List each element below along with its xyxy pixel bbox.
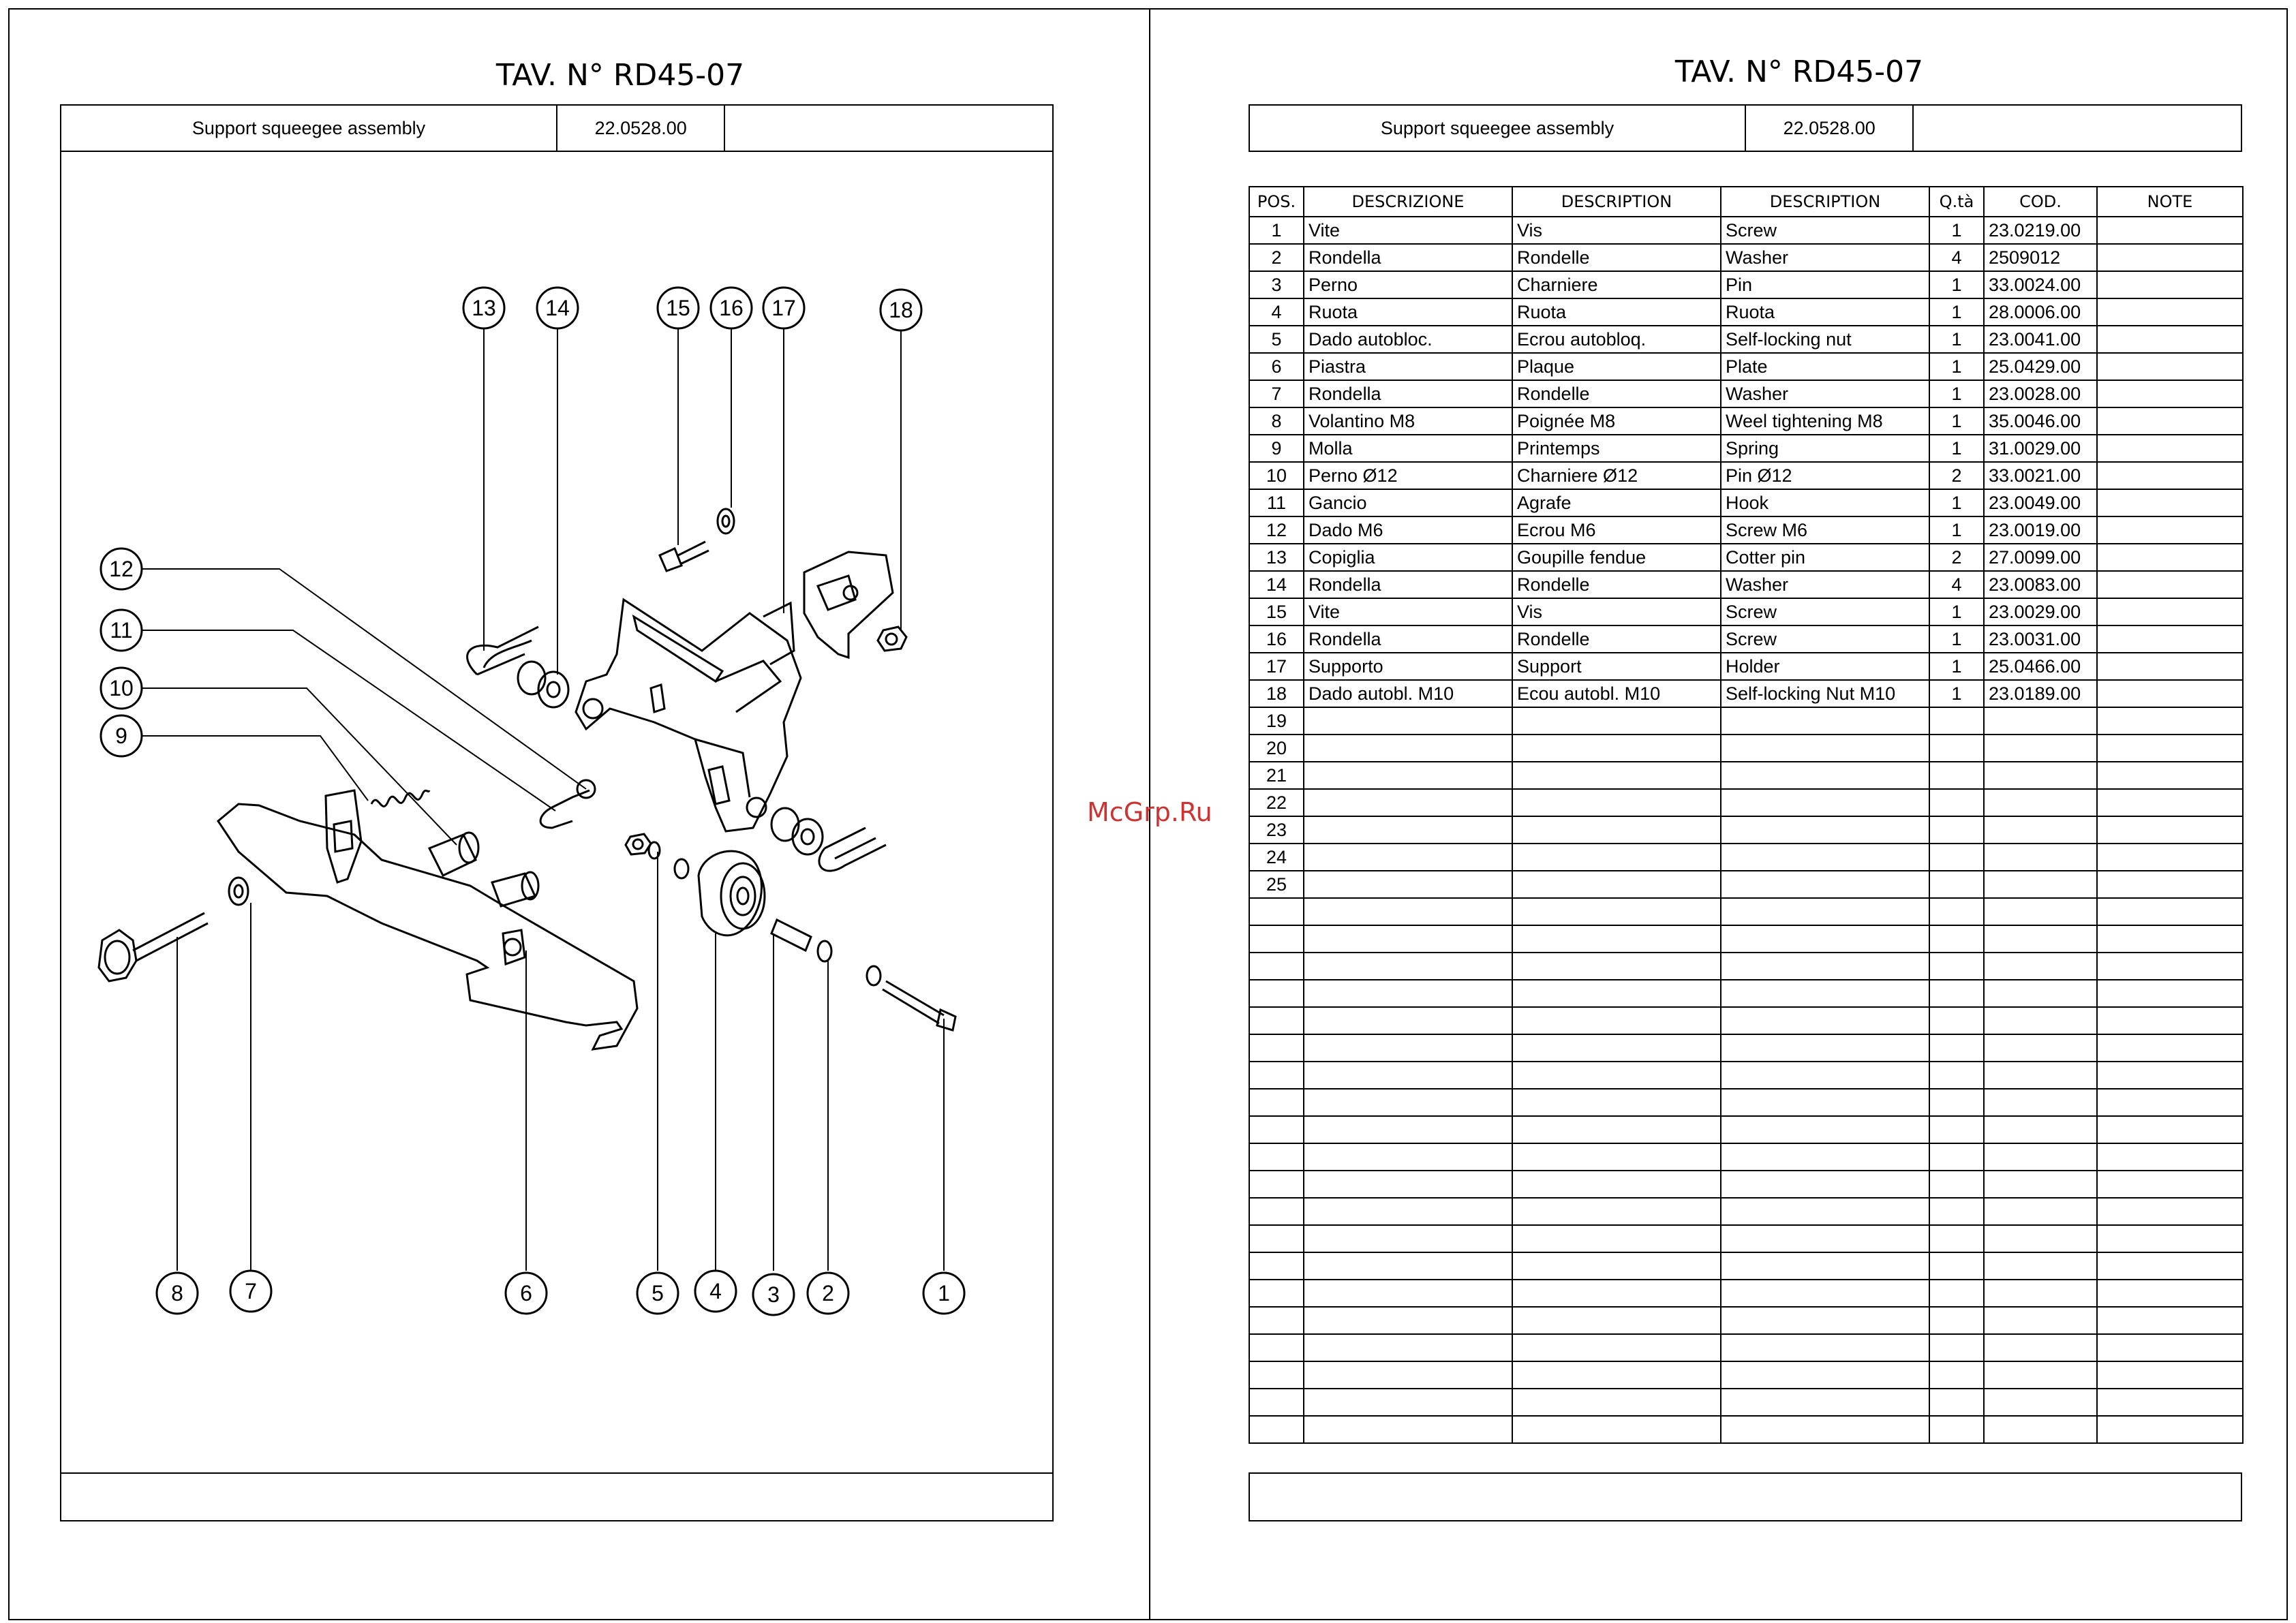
washer-14d	[793, 819, 823, 854]
cotter-pin-right	[819, 828, 886, 871]
table-cell: Screw	[1721, 598, 1929, 625]
table-cell: Washer	[1721, 380, 1929, 407]
table-cell: 16	[1249, 625, 1304, 653]
callout-16	[711, 288, 752, 328]
callout-6	[506, 1273, 547, 1314]
table-cell: 1	[1929, 217, 1984, 244]
table-cell: 22	[1249, 789, 1304, 816]
callout-9	[101, 715, 142, 756]
table-cell: 1	[1929, 298, 1984, 326]
table-cell: Plate	[1721, 353, 1929, 380]
assembly-name-right: Support squeegee assembly	[1250, 106, 1746, 151]
screw-part-1	[867, 966, 955, 1030]
table-cell: Perno	[1304, 271, 1512, 298]
table-cell: 4	[1249, 298, 1304, 326]
table-cell: Goupille fendue	[1512, 544, 1721, 571]
callout-18	[881, 290, 921, 330]
table-cell: Rondelle	[1512, 380, 1721, 407]
support-holder-part	[576, 600, 801, 831]
spring-part	[371, 790, 429, 807]
table-cell: Self-locking Nut M10	[1721, 680, 1929, 707]
table-cell: 23	[1249, 816, 1304, 844]
table-cell: 1	[1929, 326, 1984, 353]
watermark: McGrp.Ru	[1087, 797, 1212, 827]
table-cell: Dado autobloc.	[1304, 326, 1512, 353]
table-cell: 23.0028.00	[1984, 380, 2097, 407]
table-cell: 23.0041.00	[1984, 326, 2097, 353]
table-cell: Weel tightening M8	[1721, 407, 1929, 435]
pin-part-10b	[492, 872, 538, 906]
table-cell: 1	[1929, 516, 1984, 544]
table-cell: Rondella	[1304, 380, 1512, 407]
table-cell: Printemps	[1512, 435, 1721, 462]
table-cell: Screw M6	[1721, 516, 1929, 544]
table-cell: 10	[1249, 462, 1304, 489]
column-header: DESCRIZIONE	[1304, 187, 1512, 217]
table-cell: Ruota	[1721, 298, 1929, 326]
table-cell: 23.0019.00	[1984, 516, 2097, 544]
callout-11	[101, 610, 142, 651]
callout-label: 4	[709, 1279, 722, 1303]
table-cell: 18	[1249, 680, 1304, 707]
table-cell: 9	[1249, 435, 1304, 462]
knob-part-8	[99, 913, 208, 981]
callout-label: 11	[110, 618, 133, 643]
table-cell: 1	[1929, 271, 1984, 298]
table-cell: 1	[1929, 407, 1984, 435]
callout-14	[537, 288, 578, 328]
column-header: DESCRIPTION	[1512, 187, 1721, 217]
assembly-code: 22.0528.00	[557, 106, 725, 151]
column-header: Q.tà	[1929, 187, 1984, 217]
table-cell: 1	[1929, 625, 1984, 653]
wheel-part	[699, 851, 765, 936]
screw-part-15	[660, 542, 709, 571]
table-cell: Molla	[1304, 435, 1512, 462]
table-cell: 5	[1249, 326, 1304, 353]
table-cell: Gancio	[1304, 489, 1512, 516]
callout-label: 2	[822, 1281, 834, 1305]
table-cell: Agrafe	[1512, 489, 1721, 516]
table-cell: 4	[1929, 244, 1984, 271]
assembly-name: Support squeegee assembly	[61, 106, 557, 151]
table-cell: Self-locking nut	[1721, 326, 1929, 353]
cotter-pin-left	[468, 627, 538, 675]
table-cell: Charniere	[1512, 271, 1721, 298]
callout-label: 9	[115, 724, 127, 748]
table-cell: Rondelle	[1512, 625, 1721, 653]
callout-label: 1	[938, 1281, 950, 1305]
table-cell: 3	[1249, 271, 1304, 298]
table-cell: Ruota	[1512, 298, 1721, 326]
table-cell: Rondella	[1304, 244, 1512, 271]
table-cell: Piastra	[1304, 353, 1512, 380]
column-header: POS.	[1249, 187, 1304, 217]
washer-14c	[771, 808, 799, 841]
table-cell: Washer	[1721, 244, 1929, 271]
table-cell: Dado autobl. M10	[1304, 680, 1512, 707]
table-cell: Pin Ø12	[1721, 462, 1929, 489]
table-cell: Copiglia	[1304, 544, 1512, 571]
table-cell: 6	[1249, 353, 1304, 380]
callout-label: 18	[889, 298, 913, 322]
table-cell: 25.0466.00	[1984, 653, 2097, 680]
callout-17	[763, 288, 804, 328]
table-cell: 35.0046.00	[1984, 407, 2097, 435]
table-cell: Rondelle	[1512, 244, 1721, 271]
callout-2	[808, 1273, 848, 1314]
table-cell: 14	[1249, 571, 1304, 598]
table-cell: Screw	[1721, 217, 1929, 244]
table-cell: 13	[1249, 544, 1304, 571]
table-cell: 1	[1929, 680, 1984, 707]
table-cell: 28.0006.00	[1984, 298, 2097, 326]
table-cell: Vis	[1512, 598, 1721, 625]
table-cell: Volantino M8	[1304, 407, 1512, 435]
callout-13	[463, 288, 504, 328]
table-cell: Rondelle	[1512, 571, 1721, 598]
table-cell: Ecrou M6	[1512, 516, 1721, 544]
table-cell: Dado M6	[1304, 516, 1512, 544]
callout-5	[637, 1273, 678, 1314]
table-cell: 8	[1249, 407, 1304, 435]
washer-part-16	[718, 509, 734, 534]
table-cell: 2	[1929, 462, 1984, 489]
table-cell: Vite	[1304, 598, 1512, 625]
table-cell: 33.0024.00	[1984, 271, 2097, 298]
table-cell: Holder	[1721, 653, 1929, 680]
table-cell: 20	[1249, 735, 1304, 762]
pin-part-10a	[429, 833, 478, 876]
table-cell: 24	[1249, 844, 1304, 871]
table-cell: 12	[1249, 516, 1304, 544]
table-cell: 1	[1929, 489, 1984, 516]
table-cell: 23.0219.00	[1984, 217, 2097, 244]
table-cell: Cotter pin	[1721, 544, 1929, 571]
plate-part	[218, 804, 637, 1049]
table-cell: Vis	[1512, 217, 1721, 244]
table-cell: Charniere Ø12	[1512, 462, 1721, 489]
callout-7	[230, 1271, 271, 1312]
table-cell: 11	[1249, 489, 1304, 516]
leader-lines	[136, 325, 944, 1271]
table-cell: Plaque	[1512, 353, 1721, 380]
callout-label: 12	[109, 557, 134, 581]
table-cell: 2	[1249, 244, 1304, 271]
column-header: COD.	[1984, 187, 2097, 217]
callout-label: 10	[109, 676, 134, 700]
table-cell: 25	[1249, 871, 1304, 898]
table-cell: Perno Ø12	[1304, 462, 1512, 489]
table-cell: Pin	[1721, 271, 1929, 298]
table-cell: 4	[1929, 571, 1984, 598]
table-cell: 1	[1249, 217, 1304, 244]
table-cell: 33.0021.00	[1984, 462, 2097, 489]
table-cell: 1	[1929, 653, 1984, 680]
callout-4	[695, 1271, 736, 1312]
callout-1	[923, 1273, 964, 1314]
table-cell: 2	[1929, 544, 1984, 571]
table-cell: 1	[1929, 435, 1984, 462]
table-cell: Screw	[1721, 625, 1929, 653]
washer-14b	[538, 672, 568, 707]
table-cell: Support	[1512, 653, 1721, 680]
washer-part-7	[229, 878, 248, 905]
table-cell: Ruota	[1304, 298, 1512, 326]
callout-label: 16	[719, 296, 744, 320]
table-cell: Ecou autobl. M10	[1512, 680, 1721, 707]
table-cell: Rondella	[1304, 625, 1512, 653]
column-header: NOTE	[2097, 187, 2243, 217]
callout-label: 3	[767, 1282, 780, 1307]
right-sheet-title: TAV. N° RD45-07	[1674, 55, 1924, 89]
table-cell: 23.0031.00	[1984, 625, 2097, 653]
callout-8	[157, 1273, 198, 1314]
assembly-code-right: 22.0528.00	[1746, 106, 1914, 151]
table-cell: 17	[1249, 653, 1304, 680]
callout-label: 8	[171, 1281, 183, 1305]
table-cell: 1	[1929, 353, 1984, 380]
callout-label: 13	[472, 296, 496, 320]
table-cell: 7	[1249, 380, 1304, 407]
left-sheet-title: TAV. N° RD45-07	[495, 58, 745, 93]
washer-part-2	[818, 941, 831, 961]
table-cell: 1	[1929, 598, 1984, 625]
table-cell: Poignée M8	[1512, 407, 1721, 435]
callout-label: 17	[771, 296, 796, 320]
callout-label: 14	[545, 296, 570, 320]
column-header: DESCRIPTION	[1721, 187, 1929, 217]
table-cell: 21	[1249, 762, 1304, 789]
callout-label: 15	[666, 296, 690, 320]
callout-12	[101, 548, 142, 589]
table-cell: Spring	[1721, 435, 1929, 462]
callout-10	[101, 668, 142, 709]
table-cell: 23.0049.00	[1984, 489, 2097, 516]
table-cell: 23.0083.00	[1984, 571, 2097, 598]
table-cell: Hook	[1721, 489, 1929, 516]
callout-3	[753, 1274, 794, 1315]
table-cell: 23.0029.00	[1984, 598, 2097, 625]
table-cell: Rondella	[1304, 571, 1512, 598]
table-cell: 15	[1249, 598, 1304, 625]
table-cell: 23.0189.00	[1984, 680, 2097, 707]
nut-part-5	[626, 834, 651, 854]
nut-part-18	[878, 627, 906, 651]
callout-label: 5	[652, 1281, 664, 1305]
table-cell: 25.0429.00	[1984, 353, 2097, 380]
table-cell: Vite	[1304, 217, 1512, 244]
callout-label: 7	[245, 1279, 257, 1303]
table-cell: Ecrou autobloq.	[1512, 326, 1721, 353]
callout-15	[658, 288, 699, 328]
table-cell: 27.0099.00	[1984, 544, 2097, 571]
table-cell: 19	[1249, 707, 1304, 735]
table-cell: 31.0029.00	[1984, 435, 2097, 462]
pin-part-3	[771, 920, 811, 950]
callout-label: 6	[520, 1281, 532, 1305]
table-cell: Washer	[1721, 571, 1929, 598]
table-cell: Supporto	[1304, 653, 1512, 680]
table-cell: 2509012	[1984, 244, 2097, 271]
table-cell: 1	[1929, 380, 1984, 407]
